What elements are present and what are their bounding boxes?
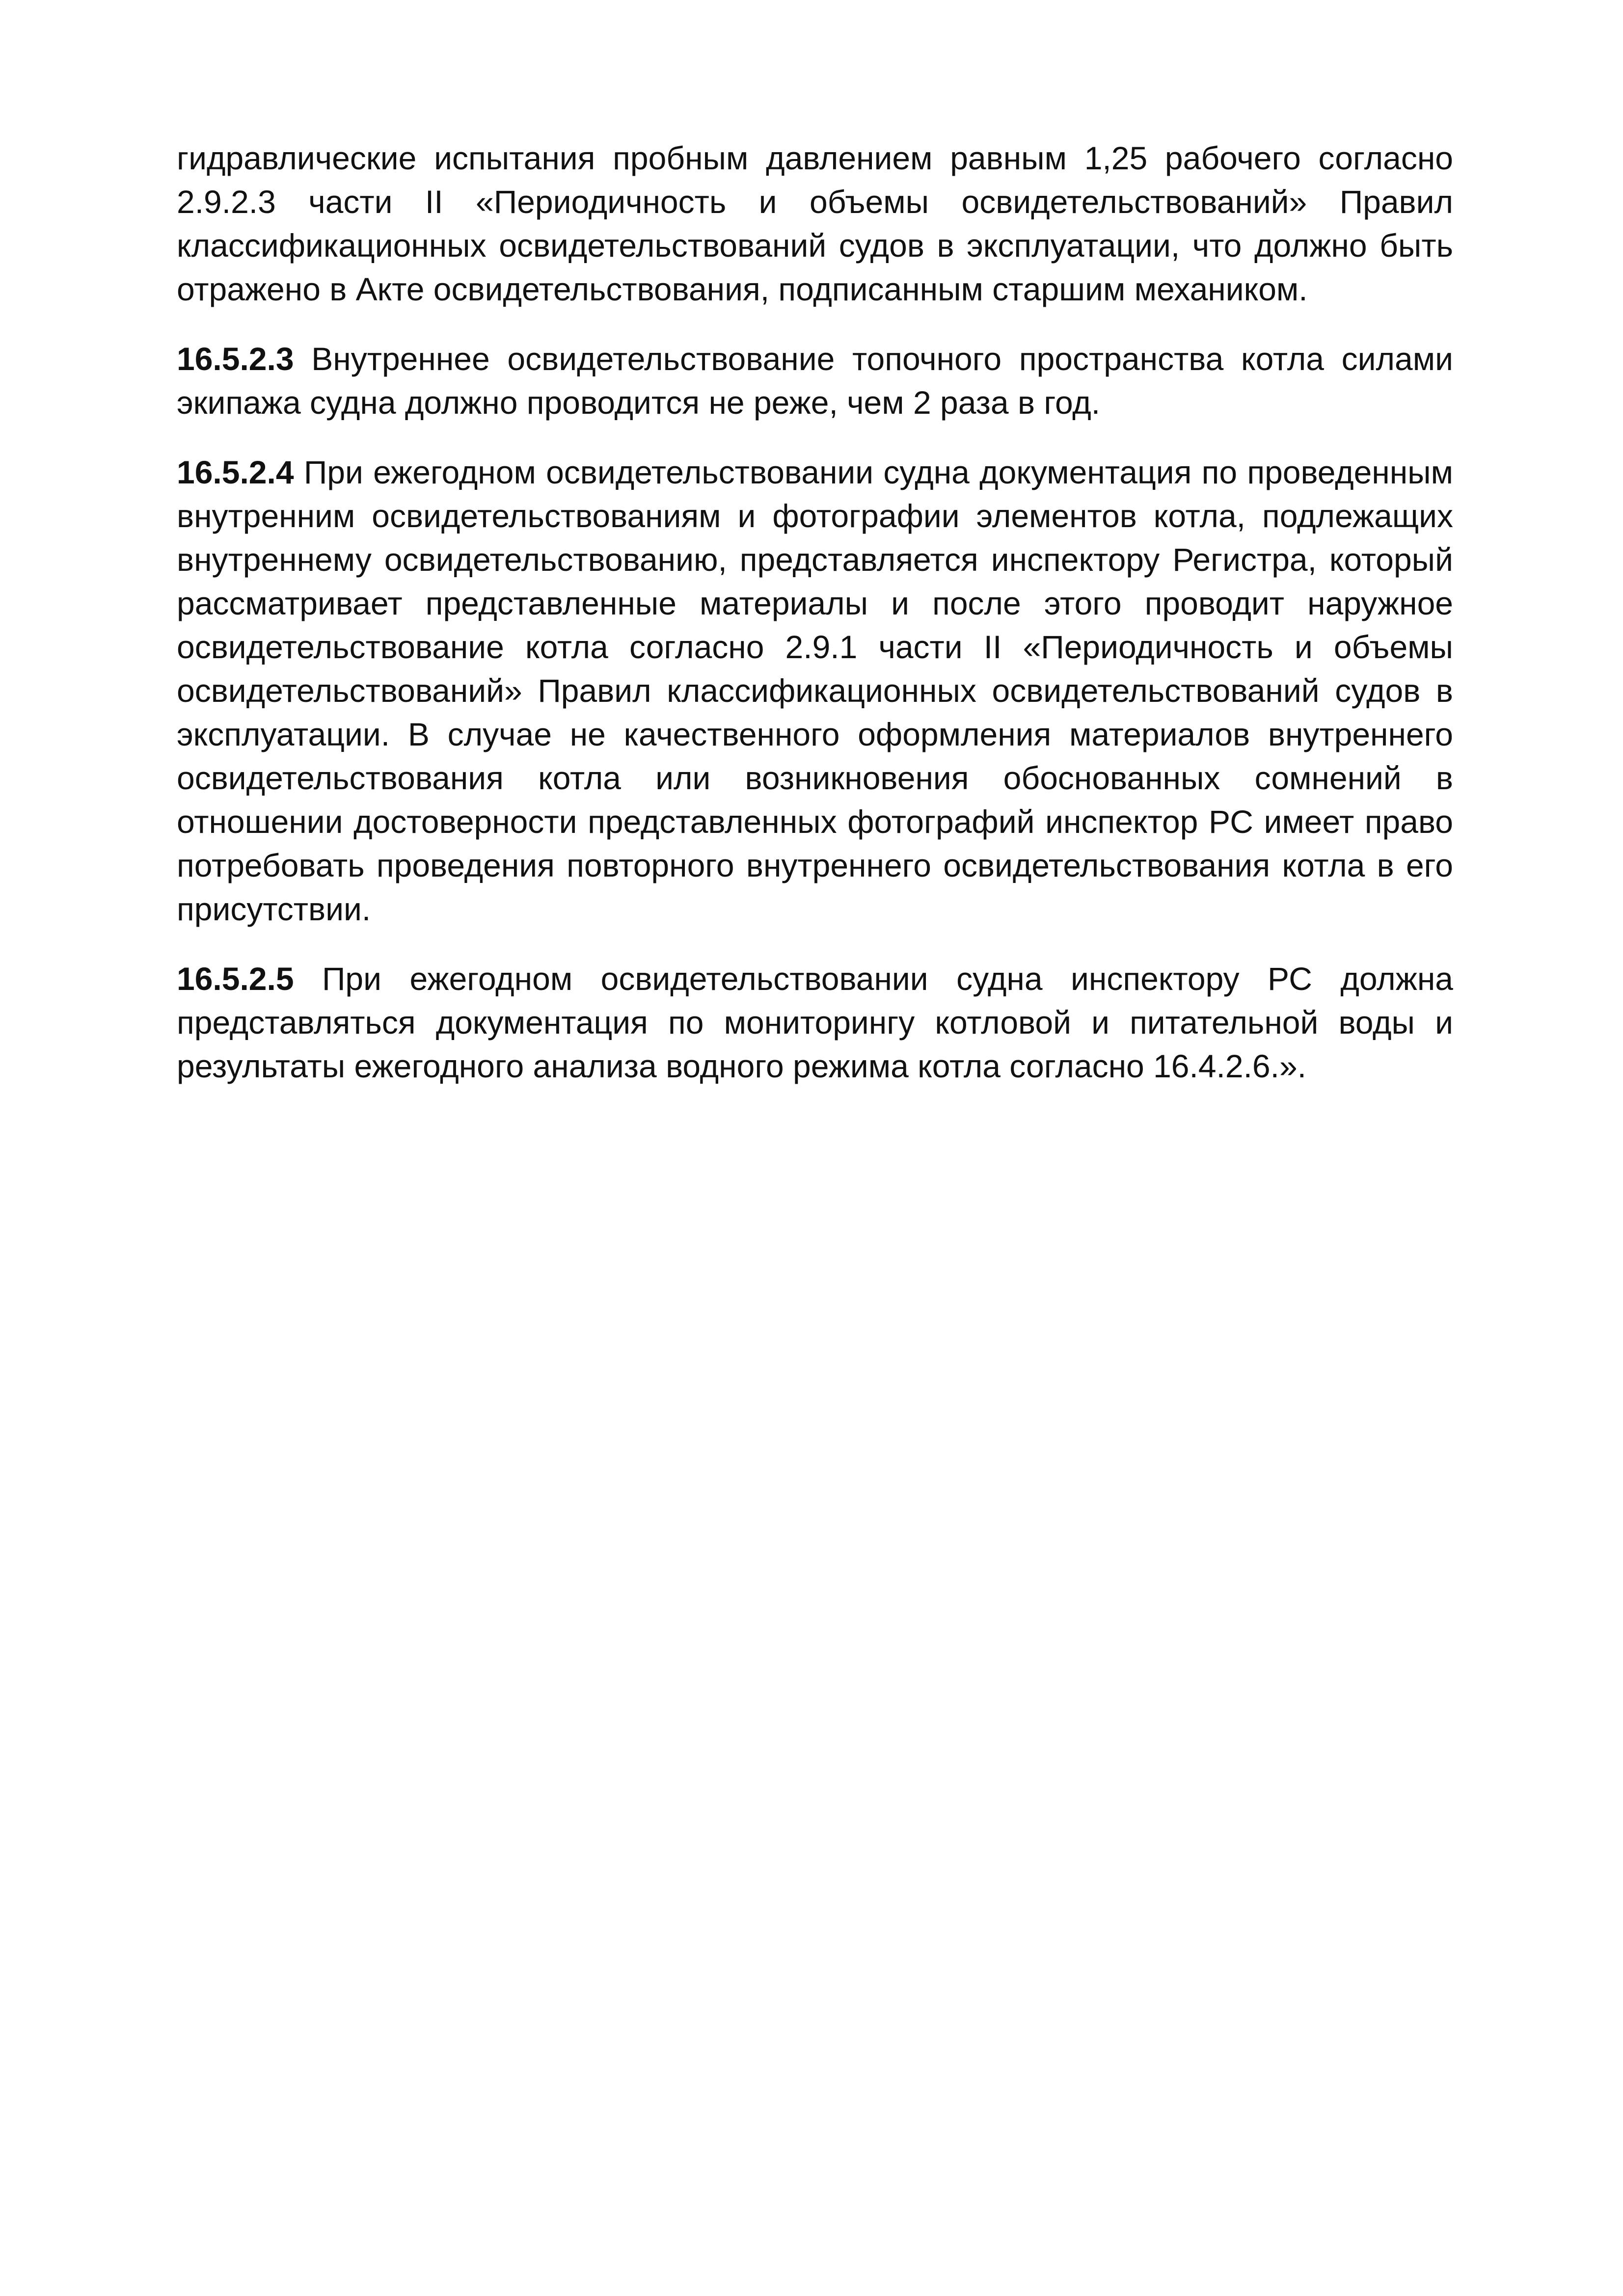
- paragraph-text: Внутреннее освидетельствование топочного пространства котла силами экипажа судна должно проводится не реже, чем 2 раза в год.: [177, 341, 1453, 421]
- clause-number: 16.5.2.4: [177, 454, 294, 490]
- paragraph-16-5-2-4: [177, 451, 1453, 931]
- clause-number: 16.5.2.5: [177, 961, 294, 997]
- paragraph-continuation: [177, 136, 1453, 311]
- paragraph-16-5-2-3: [177, 337, 1453, 425]
- clause-number: 16.5.2.3: [177, 341, 294, 377]
- paragraph-16-5-2-5: [177, 957, 1453, 1088]
- document-body: [177, 136, 1453, 1088]
- paragraph-text: При ежегодном освидетельствовании судна документация по проведенным внутренним освидетельствованиям и фотографии элементов котла, подлежащих внутреннему освидетельствованию, представляется инспектору Регистра, который рассматривает представленные материалы и после этого проводит наружное освидетельствование котла согласно 2.9.1 части II «Периодичность и объемы освидетельствований» Правил классификационных освидетельствований судов в эксплуатации. В случае не качественного оформления материалов внутреннего освидетельствования котла или возникновения обоснованных сомнений в отношении достоверности представленных фотографий инспектор РС имеет право потребовать проведения повторного внутреннего освидетельствования котла в его присутствии.: [177, 454, 1453, 927]
- paragraph-text: гидравлические испытания пробным давлением равным 1,25 рабочего согласно 2.9.2.3 части II «Периодичность и объемы освидетельствований» Правил классификационных освидетельствований судов в эксплуатации, что должно быть отражено в Акте освидетельствования, подписанным старшим механиком.: [177, 140, 1453, 307]
- paragraph-text: При ежегодном освидетельствовании судна инспектору РС должна представляться документация по мониторингу котловой и питательной воды и результаты ежегодного анализа водного режима котла согласно 16.4.2.6.».: [177, 961, 1453, 1084]
